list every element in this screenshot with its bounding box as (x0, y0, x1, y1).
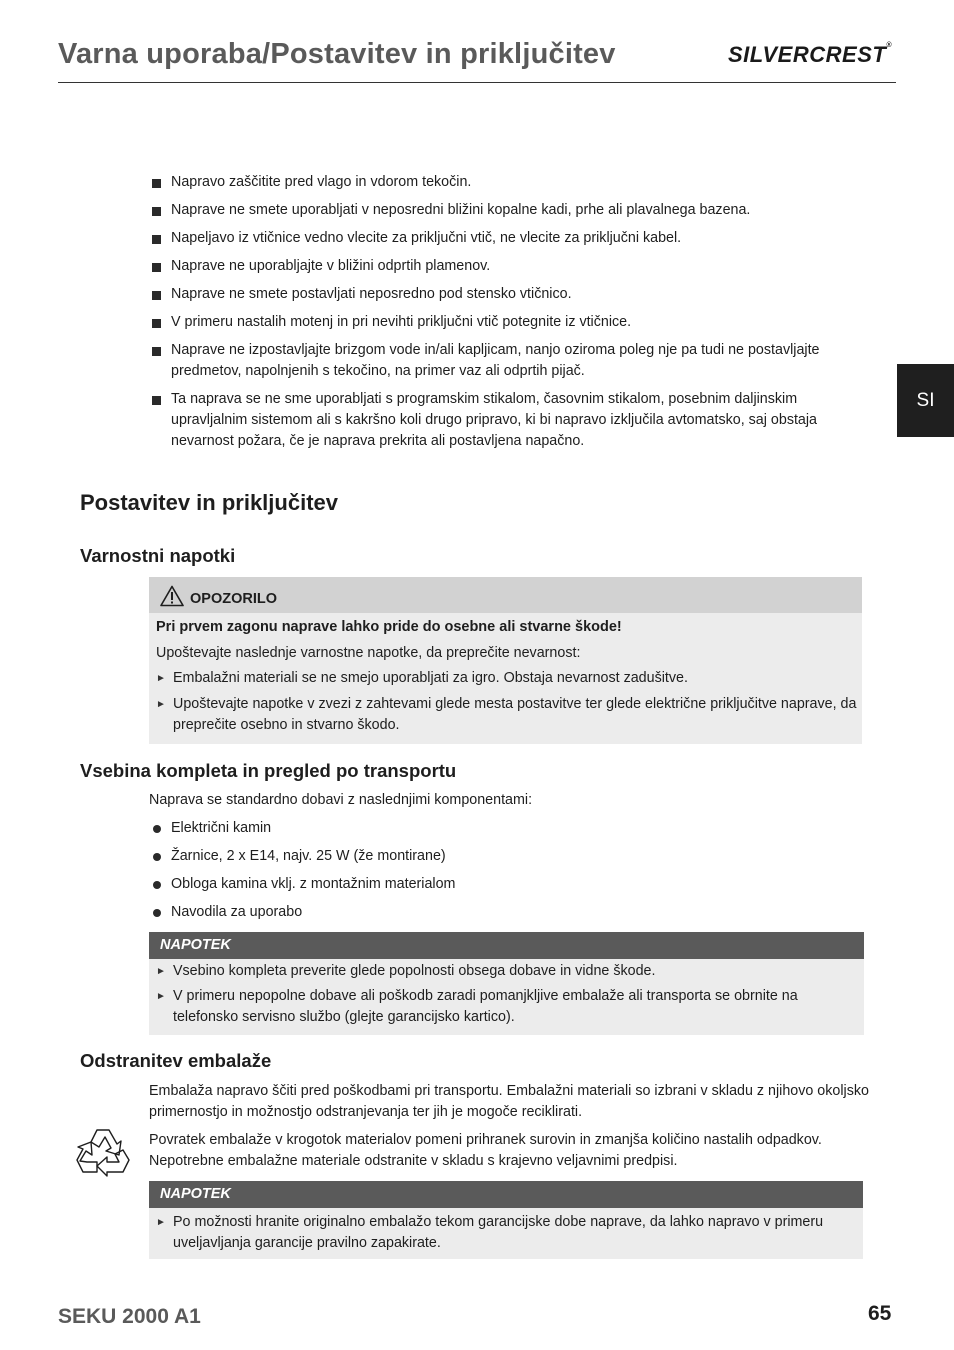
packaging-paragraph-1: Embalaža napravo ščiti pred poškodbami pri transportu. Embalažni materiali so izbrani v skladu z njihovo okoljsko primernostjo in možnostjo odstranjevanja ter jih je mogoče reciklirati. (149, 1083, 869, 1120)
list-item: Navodila za uporabo (152, 902, 455, 923)
dot-bullet-icon (153, 881, 161, 889)
arrow-bullet-icon: ► (156, 1217, 166, 1228)
list-item: V primeru nastalih motenj in pri nevihti priključni vtič potegnite iz vtičnice. (152, 312, 864, 333)
square-bullet-icon (152, 207, 161, 216)
arrow-bullet-icon: ► (156, 966, 166, 977)
section-title: Postavitev in priključitev (80, 490, 338, 515)
contents-intro: Naprava se standardno dobavi z naslednjimi komponentami: (149, 792, 533, 808)
packaging-heading: Odstranitev embalaže (80, 1050, 272, 1071)
safety-bullet-list (152, 172, 864, 459)
list-item: ► V primeru nepopolne dobave ali poškodb zaradi pomanjkljive embalaže ali transporta se obrnite na telefonsko servisno službo (glejte garancijsko kartico). (156, 988, 798, 1025)
list-item: Naprave ne izpostavljajte brizgom vode in/ali kapljicam, nanjo oziroma poleg nje pa tudi ne postavljajte predmetov, napolnjenih s tekočino, na primer vaz ali odprtih pijač. (152, 340, 864, 382)
list-item: Napravo zaščitite pred vlago in vdorom tekočin. (152, 172, 864, 193)
arrow-bullet-icon: ► (156, 673, 166, 684)
contents-heading: Vsebina kompleta in pregled po transportu (80, 760, 457, 781)
warning-box (149, 577, 862, 744)
arrow-bullet-icon: ► (156, 699, 166, 710)
list-item: Naprave ne smete postavljati neposredno pod stensko vtičnico. (152, 284, 864, 305)
list-item: Obloga kamina vklj. z montažnim materialom (152, 874, 455, 895)
header-divider (58, 82, 896, 83)
square-bullet-icon (152, 291, 161, 300)
square-bullet-icon (152, 319, 161, 328)
note-label: NAPOTEK (160, 1186, 231, 1202)
list-item: ► Vsebino kompleta preverite glede popolnosti obsega dobave in vidne škode. (156, 961, 865, 982)
note-header (149, 1181, 863, 1208)
packaging-note-box (149, 1181, 863, 1259)
warning-intro: Upoštevajte naslednje varnostne napotke, da preprečite nevarnost: (156, 645, 581, 661)
list-item: Naprave ne smete uporabljati v neposredni bližini kopalne kadi, prhe ali plavalnega bazena. (152, 200, 864, 221)
recycling-icon (75, 1126, 135, 1187)
language-tab: SI (897, 364, 954, 437)
square-bullet-icon (152, 179, 161, 188)
list-item: Žarnice, 2 x E14, najv. 25 W (že montirane) (152, 846, 455, 867)
list-item: Napeljavo iz vtičnice vedno vlecite za priključni vtič, ne vlecite za priključni kabel. (152, 228, 864, 249)
note-label: NAPOTEK (160, 937, 231, 953)
square-bullet-icon (152, 347, 161, 356)
brand-logo: SILVERCREST® (728, 42, 892, 67)
square-bullet-icon (152, 263, 161, 272)
list-item: Električni kamin (152, 818, 455, 839)
warning-triangle-icon (160, 585, 184, 612)
arrow-bullet-icon: ► (156, 991, 166, 1002)
warning-headline: Pri prvem zagonu naprave lahko pride do osebne ali stvarne škode! (156, 619, 622, 635)
contents-list (152, 818, 455, 930)
contents-note-box (149, 932, 864, 1035)
packaging-paragraph-2: Povratek embalaže v krogotok materialov pomeni prihranek surovin in zmanjša količino nastalih odpadkov. Nepotrebne embalažne materiale odstranite v skladu s krajevno veljavnimi predpisi. (149, 1132, 822, 1169)
square-bullet-icon (152, 396, 161, 405)
list-item: ► Po možnosti hranite originalno embalažo tekom garancijske dobe naprave, da lahko napravo v primeru uveljavljanja garancije pravilno zapakirate. (156, 1214, 824, 1251)
dot-bullet-icon (153, 853, 161, 861)
square-bullet-icon (152, 235, 161, 244)
footer-model: SEKU 2000 A1 (58, 1305, 201, 1328)
list-item: ► Embalažni materiali se ne smejo uporabljati za igro. Obstaja nevarnost zadušitve. (156, 668, 863, 689)
dot-bullet-icon (153, 825, 161, 833)
list-item: Naprave ne uporabljajte v bližini odprtih plamenov. (152, 256, 864, 277)
warning-label: OPOZORILO (190, 591, 277, 607)
page-header-title: Varna uporaba/Postavitev in priključitev (58, 38, 616, 70)
page-number: 65 (868, 1302, 892, 1325)
dot-bullet-icon (153, 909, 161, 917)
safety-notes-heading: Varnostni napotki (80, 545, 236, 566)
list-item: Ta naprava se ne sme uporabljati s programskim stikalom, časovnim stikalom, posebnim daljinskim upravljalnim sistemom ali s kakršno koli drugo pripravo, ki bi napravo izključila avtomatsko, saj obstaja nevarnost požara, če je naprava prekrita ali postavljena napačno. (152, 389, 864, 452)
note-header (149, 932, 864, 959)
list-item: ► Upoštevajte napotke v zvezi z zahtevami glede mesta postavitve ter glede električne priključitve naprave, da preprečite osebno in stvarno škodo. (156, 696, 857, 733)
